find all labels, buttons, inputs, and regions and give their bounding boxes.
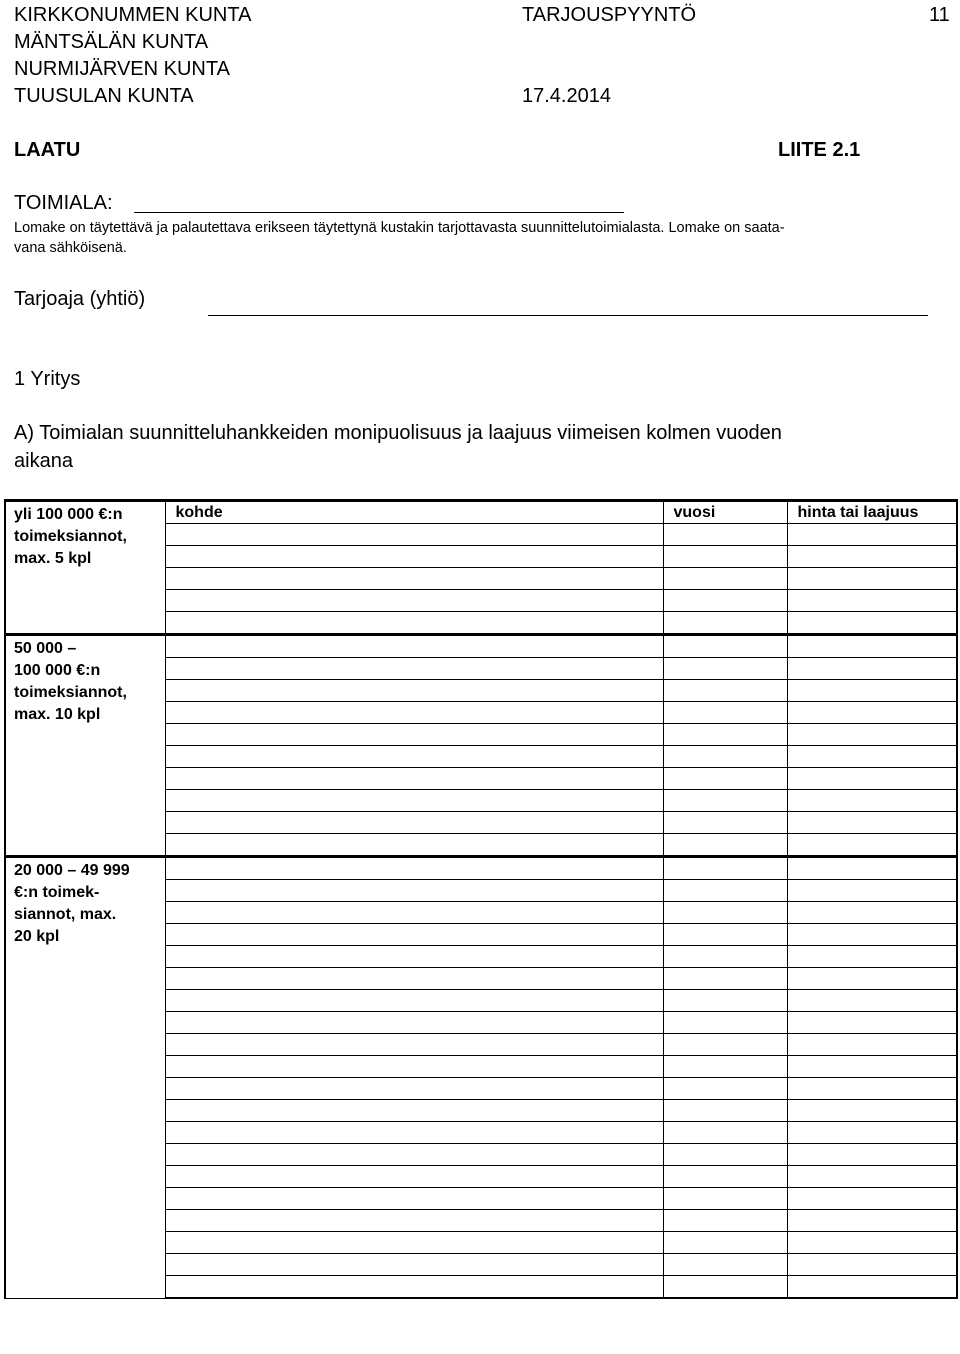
group-label-cell (5, 857, 165, 1299)
page-number: 11 (929, 4, 950, 26)
entry-cell-price[interactable] (787, 1122, 957, 1144)
entry-cell-year[interactable] (663, 658, 787, 680)
entry-cell-object[interactable] (165, 946, 663, 968)
entry-cell-price[interactable] (787, 702, 957, 724)
entry-cell-year[interactable] (663, 612, 787, 635)
entry-cell-object[interactable] (165, 768, 663, 790)
entry-cell-year[interactable] (663, 1034, 787, 1056)
entry-cell-price[interactable] (787, 790, 957, 812)
group-label: yli 100 000 €:n toimeksiannot, max. 5 kpl (14, 506, 127, 567)
entry-cell-object[interactable] (165, 834, 663, 857)
entry-cell-price[interactable] (787, 1254, 957, 1276)
entry-cell-price[interactable] (787, 546, 957, 568)
table-row (5, 501, 957, 524)
entry-cell-price[interactable] (787, 1100, 957, 1122)
entry-cell-price[interactable] (787, 635, 957, 658)
entry-cell-object[interactable] (165, 1078, 663, 1100)
entry-cell-year[interactable] (663, 568, 787, 590)
document-date: 17.4.2014 (522, 85, 611, 107)
entry-cell-price[interactable] (787, 768, 957, 790)
document-type: TARJOUSPYYNTÖ (522, 4, 697, 26)
table-row (5, 635, 957, 658)
entry-cell-price[interactable] (787, 902, 957, 924)
entry-cell-year[interactable] (663, 812, 787, 834)
entry-cell-price[interactable] (787, 1078, 957, 1100)
entry-cell-object[interactable] (165, 702, 663, 724)
group-label-cell (5, 635, 165, 857)
entry-cell-price[interactable] (787, 857, 957, 880)
entry-cell-object[interactable] (165, 658, 663, 680)
entry-cell-year[interactable] (663, 1012, 787, 1034)
entry-cell-price[interactable] (787, 990, 957, 1012)
entry-cell-year[interactable] (663, 1078, 787, 1100)
entry-cell-year[interactable] (663, 724, 787, 746)
entry-cell-year[interactable] (663, 857, 787, 880)
group-label: 20 000 – 49 999 €:n toimek- siannot, max. 20 kpl (14, 862, 130, 945)
entry-cell-year[interactable] (663, 1232, 787, 1254)
entry-cell-object[interactable] (165, 1012, 663, 1034)
entry-cell-year[interactable] (663, 1100, 787, 1122)
entry-cell-object[interactable] (165, 790, 663, 812)
entry-cell-price[interactable] (787, 1034, 957, 1056)
entry-cell-price[interactable] (787, 612, 957, 635)
entry-cell-year[interactable] (663, 924, 787, 946)
entry-cell-object[interactable] (165, 1188, 663, 1210)
entry-cell-price[interactable] (787, 680, 957, 702)
appendix-label: LIITE 2.1 (778, 139, 861, 161)
entry-cell-price[interactable] (787, 658, 957, 680)
entry-cell-price[interactable] (787, 880, 957, 902)
entry-cell-price[interactable] (787, 568, 957, 590)
entry-cell-year[interactable] (663, 546, 787, 568)
reference-table (4, 499, 958, 1299)
entry-cell-year[interactable] (663, 968, 787, 990)
entry-cell-object[interactable] (165, 590, 663, 612)
entry-cell-year[interactable] (663, 880, 787, 902)
table-row (5, 857, 957, 880)
subsection-title: 1 Yritys (14, 368, 81, 390)
entry-cell-object[interactable] (165, 1232, 663, 1254)
instruction-line-1: Lomake on täytettävä ja palautettava erikseen täytettynä kustakin tarjottavasta suunnittelutoimialasta. Lomake on saata- (14, 220, 785, 236)
entry-cell-object[interactable] (165, 1100, 663, 1122)
entry-cell-year[interactable] (663, 1056, 787, 1078)
entry-cell-object[interactable] (165, 1144, 663, 1166)
entry-cell-object[interactable] (165, 902, 663, 924)
tarjoaja-label: Tarjoaja (yhtiö) (14, 288, 146, 310)
instruction-line-2: vana sähköisenä. (14, 240, 127, 256)
entry-cell-year[interactable] (663, 1276, 787, 1299)
entry-cell-price[interactable] (787, 946, 957, 968)
entry-cell-price[interactable] (787, 1144, 957, 1166)
entry-cell-object[interactable] (165, 812, 663, 834)
entry-cell-object[interactable] (165, 1210, 663, 1232)
entry-cell-object[interactable] (165, 1276, 663, 1299)
entry-cell-price[interactable] (787, 724, 957, 746)
entry-cell-price[interactable] (787, 812, 957, 834)
entry-cell-year[interactable] (663, 746, 787, 768)
header-year: vuosi (663, 501, 787, 524)
entry-cell-object[interactable] (165, 546, 663, 568)
entry-cell-price[interactable] (787, 1166, 957, 1188)
entry-cell-year[interactable] (663, 1210, 787, 1232)
entry-cell-object[interactable] (165, 612, 663, 635)
entry-cell-year[interactable] (663, 635, 787, 658)
entry-cell-year[interactable] (663, 680, 787, 702)
entry-cell-object[interactable] (165, 1122, 663, 1144)
group-label-cell (5, 501, 165, 635)
entry-cell-year[interactable] (663, 946, 787, 968)
entry-cell-object[interactable] (165, 880, 663, 902)
municipality-1: KIRKKONUMMEN KUNTA (14, 4, 252, 26)
municipality-4: TUUSULAN KUNTA (14, 85, 194, 107)
entry-cell-year[interactable] (663, 768, 787, 790)
header-price: hinta tai laajuus (787, 501, 957, 524)
entry-cell-object[interactable] (165, 724, 663, 746)
entry-cell-year[interactable] (663, 1254, 787, 1276)
header-object: kohde (165, 501, 663, 524)
entry-cell-price[interactable] (787, 924, 957, 946)
question-line-2: aikana (14, 450, 73, 472)
entry-cell-year[interactable] (663, 990, 787, 1012)
entry-cell-year[interactable] (663, 790, 787, 812)
entry-cell-object[interactable] (165, 990, 663, 1012)
entry-cell-year[interactable] (663, 702, 787, 724)
entry-cell-object[interactable] (165, 968, 663, 990)
municipality-2: MÄNTSÄLÄN KUNTA (14, 31, 209, 53)
municipality-3: NURMIJÄRVEN KUNTA (14, 58, 230, 80)
entry-cell-year[interactable] (663, 1188, 787, 1210)
entry-cell-object[interactable] (165, 746, 663, 768)
entry-cell-object[interactable] (165, 924, 663, 946)
entry-cell-object[interactable] (165, 1056, 663, 1078)
tarjoaja-field[interactable] (208, 315, 928, 316)
entry-cell-year[interactable] (663, 590, 787, 612)
group-label: 50 000 – 100 000 €:n toimeksiannot, max. 10 kpl (14, 640, 127, 723)
entry-cell-price[interactable] (787, 1188, 957, 1210)
entry-cell-object[interactable] (165, 1254, 663, 1276)
entry-cell-object[interactable] (165, 568, 663, 590)
entry-cell-object[interactable] (165, 857, 663, 880)
entry-cell-price[interactable] (787, 1276, 957, 1299)
entry-cell-object[interactable] (165, 680, 663, 702)
entry-cell-price[interactable] (787, 1012, 957, 1034)
entry-cell-price[interactable] (787, 746, 957, 768)
entry-cell-year[interactable] (663, 1122, 787, 1144)
entry-cell-object[interactable] (165, 1166, 663, 1188)
entry-cell-year[interactable] (663, 1144, 787, 1166)
entry-cell-year[interactable] (663, 1166, 787, 1188)
toimiala-label: TOIMIALA: (14, 192, 113, 214)
entry-cell-object[interactable] (165, 524, 663, 546)
entry-cell-year[interactable] (663, 834, 787, 857)
entry-cell-object[interactable] (165, 635, 663, 658)
toimiala-field[interactable] (134, 212, 624, 213)
entry-cell-price[interactable] (787, 1056, 957, 1078)
entry-cell-price[interactable] (787, 834, 957, 857)
entry-cell-year[interactable] (663, 902, 787, 924)
entry-cell-price[interactable] (787, 590, 957, 612)
entry-cell-price[interactable] (787, 1232, 957, 1254)
section-title: LAATU (14, 139, 81, 161)
entry-cell-year[interactable] (663, 524, 787, 546)
entry-cell-object[interactable] (165, 1034, 663, 1056)
entry-cell-price[interactable] (787, 968, 957, 990)
question-line-1: A) Toimialan suunnitteluhankkeiden monipuolisuus ja laajuus viimeisen kolmen vuoden (14, 422, 782, 444)
entry-cell-price[interactable] (787, 1210, 957, 1232)
entry-cell-price[interactable] (787, 524, 957, 546)
